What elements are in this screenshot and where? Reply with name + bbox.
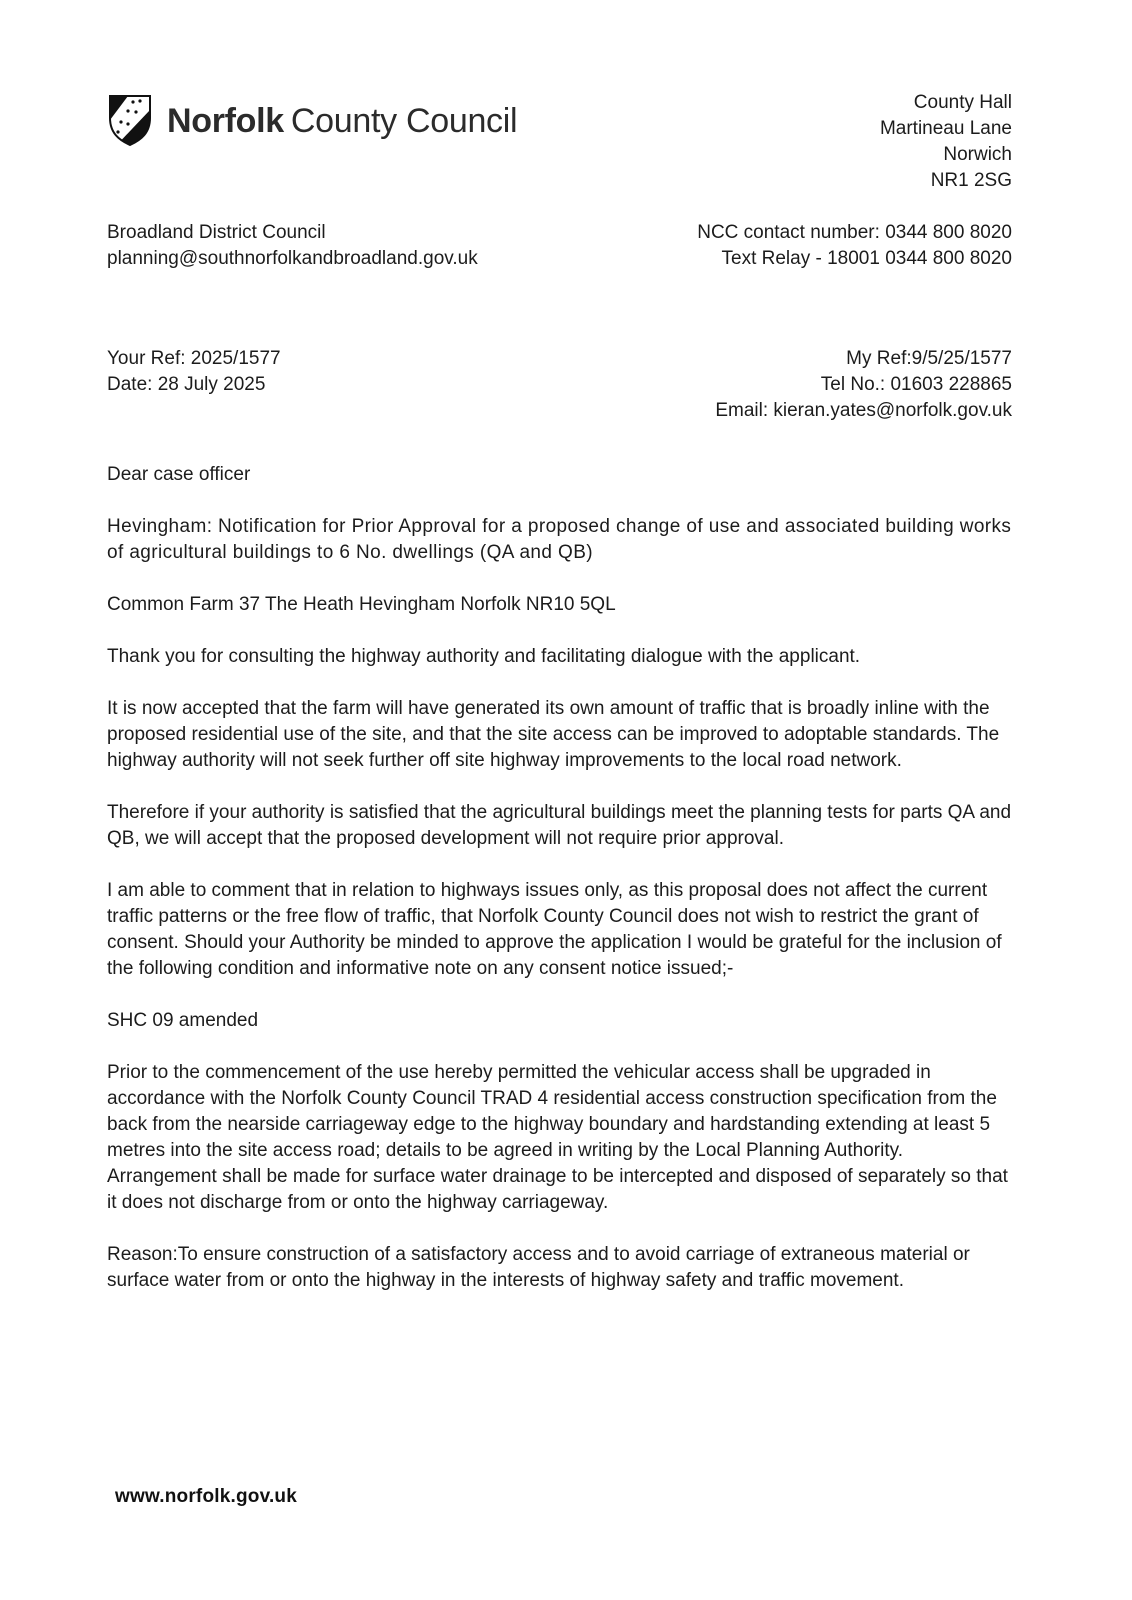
references-row — [107, 346, 1012, 424]
salutation: Dear case officer — [107, 464, 251, 485]
letter-date: Date: 28 July 2025 — [107, 374, 266, 395]
letter-header — [107, 90, 1012, 194]
recipient-name: Broadland District Council — [107, 222, 326, 243]
reason-paragraph: Reason:To ensure construction of a satisfactory access and to avoid carriage of extraneous material or surface water from or onto the highway in the interests of highway safety and traffic movement. — [107, 1244, 970, 1291]
footer-website: www.norfolk.gov.uk — [115, 1486, 297, 1507]
condition-code: SHC 09 amended — [107, 1010, 259, 1031]
logo-name-light: County Council — [290, 102, 518, 140]
body-paragraph: I am able to comment that in relation to highways issues only, as this proposal does not affect the current traffic patterns or the free flow of traffic, that Norfolk County Council does not wish to restrict the grant of consent. Should your Authority be minded to approve the application I would be grateful for the inclusion of the following condition and informative note on any consent notice issued;- — [107, 880, 1002, 979]
tel-number: Tel No.: 01603 228865 — [820, 374, 1012, 395]
council-address-line: County Hall — [913, 92, 1012, 113]
recipient-contact-row — [107, 220, 1012, 272]
left-references — [107, 346, 281, 398]
body-paragraph: Thank you for consulting the highway authority and facilitating dialogue with the applicant. — [107, 646, 861, 667]
recipient-email: planning@southnorfolkandbroadland.gov.uk — [107, 248, 478, 269]
contact-block — [697, 220, 1012, 272]
council-logo-wordmark — [167, 102, 517, 140]
body-paragraph: It is now accepted that the farm will have generated its own amount of traffic that is broadly inline with the proposed residential use of the site, and that the site access can be improved to adoptable standards. The highway authority will not seek further off site highway improvements to the local road network. — [107, 698, 1000, 771]
recipient-block — [107, 220, 478, 272]
council-address-line: Norwich — [943, 144, 1012, 165]
subject-line: Hevingham: Notification for Prior Approval for a proposed change of use and associated building works of agricultural buildings to 6 No. dwellings (QA and QB) — [107, 516, 1012, 563]
site-address: Common Farm 37 The Heath Hevingham Norfolk NR10 5QL — [107, 594, 616, 615]
norfolk-council-crest-icon — [107, 94, 153, 148]
council-address-line: NR1 2SG — [930, 170, 1012, 191]
my-ref: My Ref:9/5/25/1577 — [846, 348, 1012, 369]
council-address-line: Martineau Lane — [879, 118, 1012, 139]
officer-email: Email: kieran.yates@norfolk.gov.uk — [715, 400, 1012, 421]
council-logo — [107, 94, 517, 148]
condition-paragraph: Prior to the commencement of the use hereby permitted the vehicular access shall be upgraded in accordance with the Norfolk County Council TRAD 4 residential access construction specification from the back from the nearside carriageway edge to the highway boundary and hardstanding extending at least 5 metres into the site access road; details to be agreed in writing by the Local Planning Authority. Arrangement shall be made for surface water drainage to be intercepted and disposed of separately so that it does not discharge from or onto the highway carriageway. — [107, 1062, 1008, 1213]
ncc-contact-number: NCC contact number: 0344 800 8020 — [697, 222, 1012, 243]
your-ref: Your Ref: 2025/1577 — [107, 348, 281, 369]
right-references — [715, 346, 1012, 424]
body-paragraph: Therefore if your authority is satisfied that the agricultural buildings meet the planning tests for parts QA and QB, we will accept that the proposed development will not require prior approval. — [107, 802, 1012, 849]
letter-body — [107, 462, 1012, 1294]
logo-name-bold: Norfolk — [167, 102, 284, 140]
text-relay-number: Text Relay - 18001 0344 800 8020 — [721, 248, 1012, 269]
council-address — [880, 90, 1012, 194]
